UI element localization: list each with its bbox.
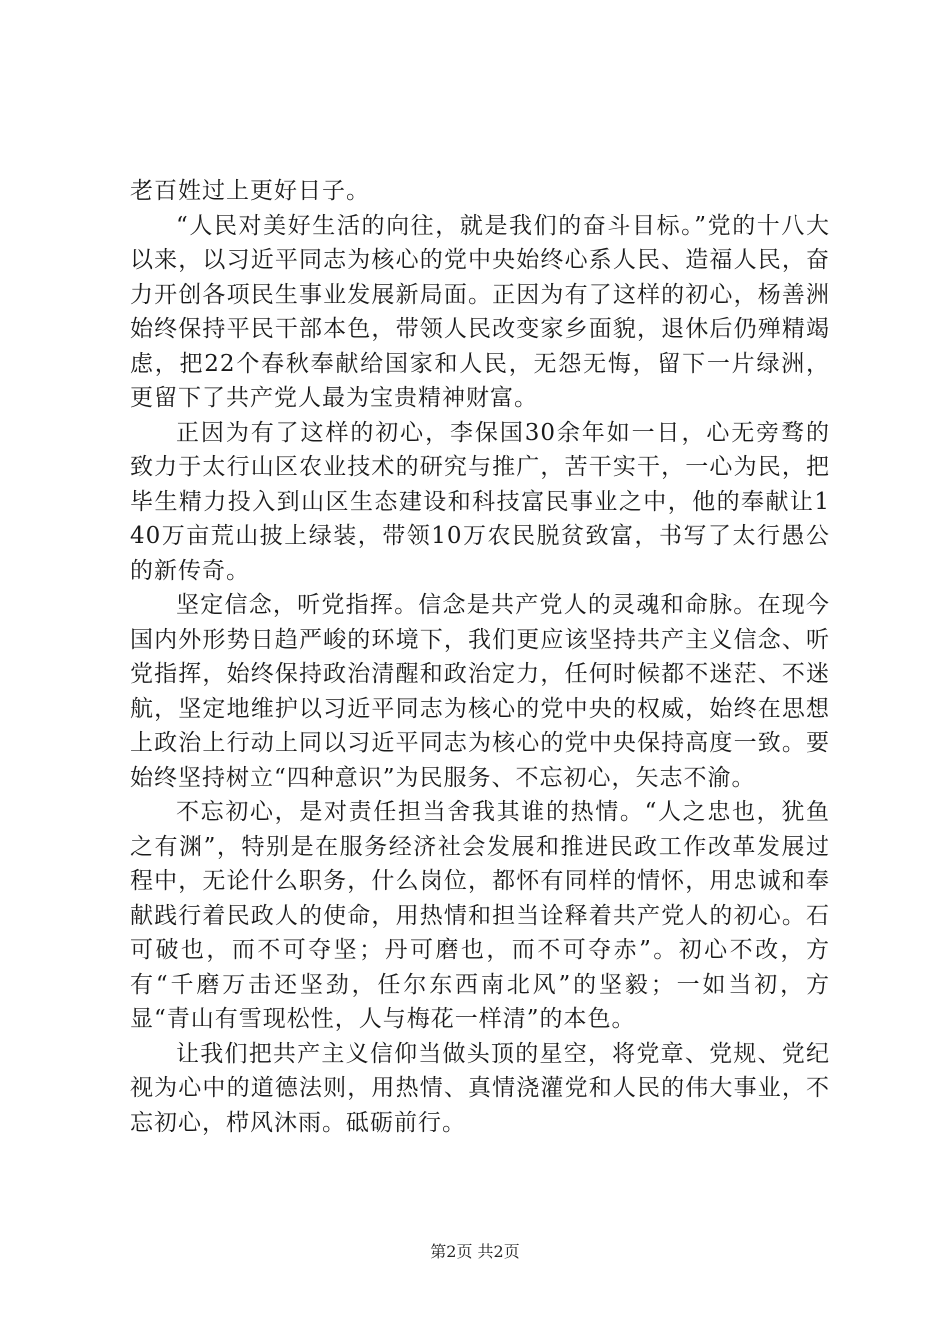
paragraph-li-baoguo: 正因为有了这样的初心，李保国30余年如一日，心无旁骛的致力于太行山区农业技术的研究与推广，苦干实干，一心为民，把毕生精力投入到山区生态建设和科技富民事业之中，他的奉献让140万亩荒山披上绿装，带领10万农民脱贫致富，书写了太行愚公的新传奇。 bbox=[130, 419, 830, 584]
paragraph-people-aspiration: “人民对美好生活的向往，就是我们的奋斗目标。”党的十八大以来，以习近平同志为核心的党中央始终心系人民、造福人民，奋力开创各项民生事业发展新局面。正因为有了这样的初心，杨善洲始终保持平民干部本色，带领人民改变家乡面貌，退休后仍殚精竭虑，把22个春秋奉献给国家和人民，无怨无悔，留下一片绿洲，更留下了共产党人最为宝贵精神财富。 bbox=[130, 212, 830, 411]
paragraph-firm-belief: 坚定信念，听党指挥。信念是共产党人的灵魂和命脉。在现今国内外形势日趋严峻的环境下，我们更应该坚持共产主义信念、听党指挥，始终保持政治清醒和政治定力，任何时候都不迷茫、不迷航，坚定地维护以习近平同志为核心的党中央的权威，始终在思想上政治上行动上同以习近平同志为核心的党中央保持高度一致。要始终坚持树立“四种意识”为民服务、不忘初心，矢志不渝。 bbox=[130, 592, 830, 791]
document-body bbox=[130, 174, 830, 1140]
paragraph-original-aspiration: 不忘初心，是对责任担当舍我其谁的热情。“人之忠也，犹鱼之有渊”，特别是在服务经济社会发展和推进民政工作改革发展过程中，无论什么职务，什么岗位，都怀有同样的情怀，用忠诚和奉献践行着民政人的使命，用热情和担当诠释着共产党人的初心。石可破也，而不可夺坚；丹可磨也，而不可夺赤”。初心不改，方有“千磨万击还坚劲，任尔东西南北风”的坚毅；一如当初，方显“青山有雪现松性，人与梅花一样清”的本色。 bbox=[130, 799, 830, 1032]
paragraph-closing: 让我们把共产主义信仰当做头顶的星空，将党章、党规、党纪视为心中的道德法则，用热情、真情浇灌党和人民的伟大事业，不忘初心，栉风沐雨。砥砺前行。 bbox=[130, 1040, 830, 1136]
paragraph-continuation: 老百姓过上更好日子。 bbox=[130, 178, 370, 204]
page-footer: 第2页 共2页 bbox=[430, 1242, 520, 1261]
